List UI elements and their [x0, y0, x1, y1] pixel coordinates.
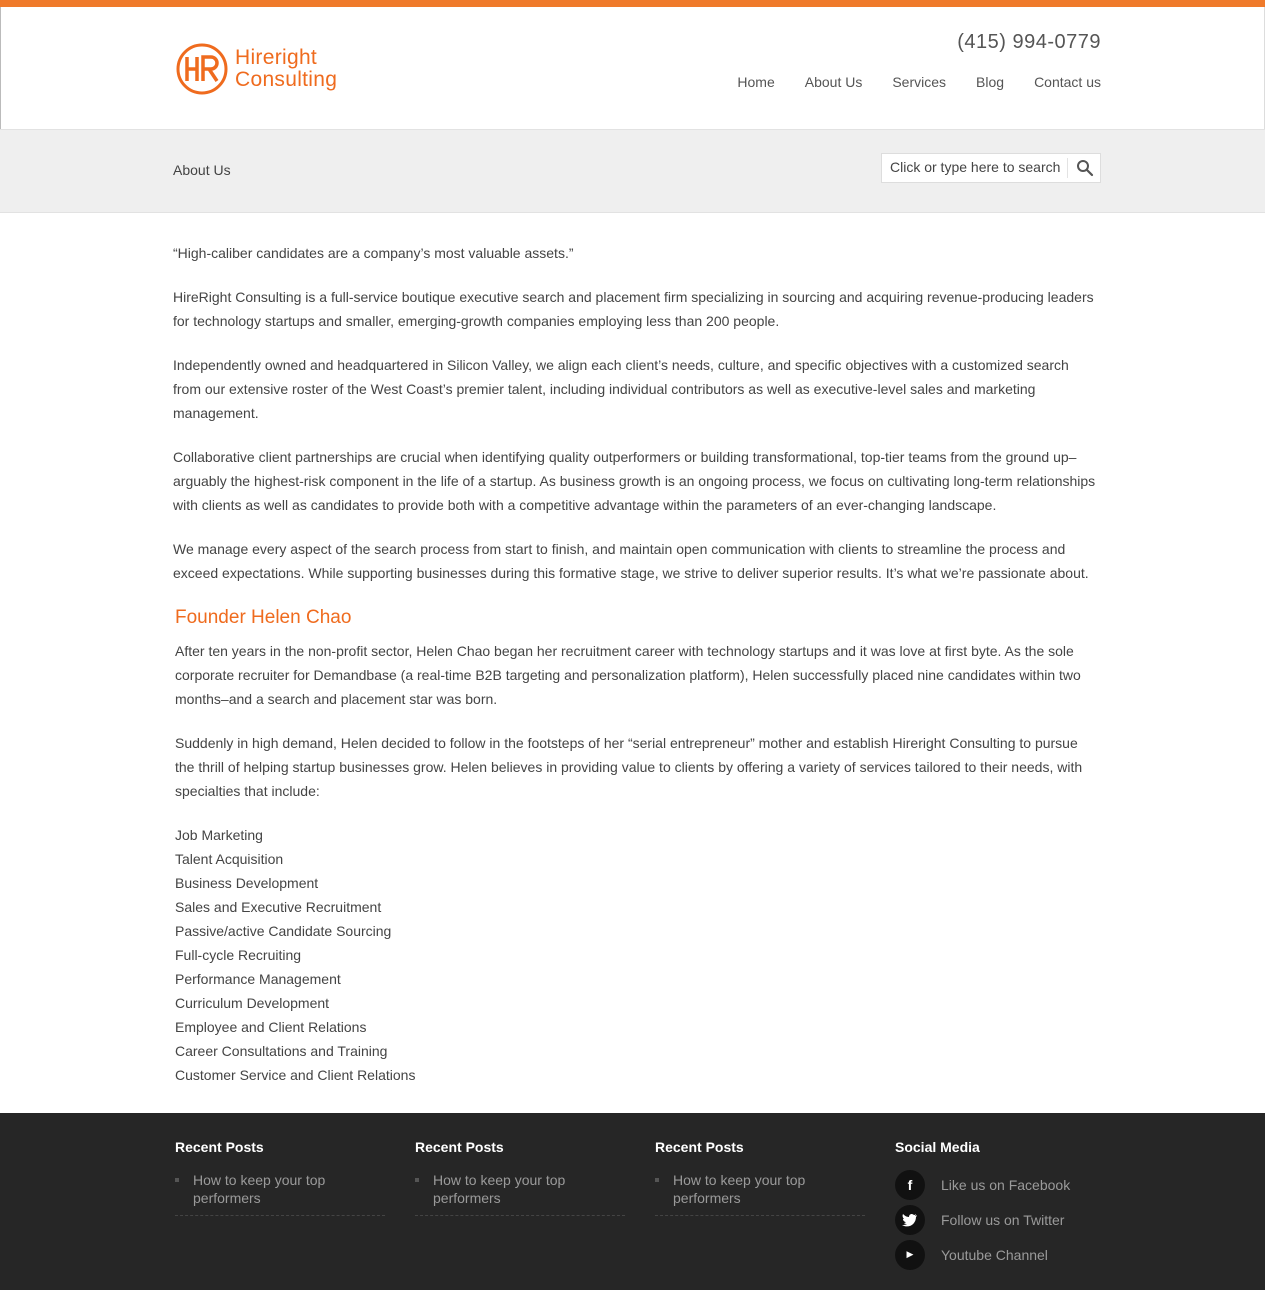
- nav-services[interactable]: Services: [892, 74, 947, 90]
- search-box: [881, 153, 1101, 183]
- list-item: Curriculum Development: [175, 995, 330, 1011]
- bullet-icon: [415, 1178, 419, 1182]
- top-accent-bar: [0, 0, 1265, 7]
- founder-heading: Founder Helen Chao: [175, 607, 352, 628]
- logo-text-line2: Consulting: [235, 68, 338, 91]
- footer-recent-posts-2: [415, 1139, 625, 1216]
- list-item: Full-cycle Recruiting: [175, 947, 302, 963]
- footer-column-title: Recent Posts: [655, 1139, 744, 1155]
- nav-contact-us[interactable]: Contact us: [1034, 74, 1101, 90]
- list-item: Customer Service and Client Relations: [175, 1067, 416, 1083]
- intro-paragraph-3: Collaborative client partnerships are crucial when identifying quality outperformers or building transformational, top-tier teams from the ground up–arguably the highest-risk component in the life of a startup. As business growth is an ongoing process, we focus on cultivating long-term relationships with clients as well as candidates to provide both with a competitive advantage within the parameters of an ever-changing landscape.: [173, 449, 1096, 513]
- recent-post-title: How to keep your top performers: [673, 1172, 806, 1206]
- founder-paragraph-2: Suddenly in high demand, Helen decided to follow in the footsteps of her “serial entrepreneur” mother and establish Hireright Consulting to pursue the thrill of helping startup businesses grow. Helen believes in providing value to clients by offering a variety of services tailored to their needs, with specialties that include:: [175, 735, 1083, 799]
- search-icon[interactable]: [1076, 159, 1094, 177]
- quote: “High-caliber candidates are a company’s most valuable assets.”: [173, 245, 574, 261]
- youtube-link-label: Youtube Channel: [941, 1246, 1048, 1263]
- nav-blog[interactable]: Blog: [976, 74, 1005, 90]
- footer-column-title: Social Media: [895, 1139, 980, 1155]
- recent-post-title: How to keep your top performers: [193, 1172, 326, 1206]
- site-header: [0, 7, 1265, 129]
- main-content: [173, 241, 1098, 1087]
- site-logo[interactable]: [176, 43, 351, 103]
- footer-column-title: Recent Posts: [175, 1139, 264, 1155]
- list-item: Career Consultations and Training: [175, 1043, 388, 1059]
- list-item: Performance Management: [175, 971, 341, 987]
- recent-post-link[interactable]: [655, 1171, 865, 1216]
- footer-social-media: [895, 1139, 1125, 1272]
- breadcrumb-bar: [0, 129, 1265, 213]
- footer-recent-posts-3: [655, 1139, 865, 1216]
- site-footer: [0, 1113, 1265, 1290]
- intro-paragraph-1: HireRight Consulting is a full-service boutique executive search and placement firm specializing in sourcing and acquiring revenue-producing leaders for technology startups and smaller, emerging-growth companies employing less than 200 people.: [173, 289, 1094, 329]
- logo-text: [235, 47, 337, 91]
- search-divider: [1067, 158, 1068, 178]
- facebook-link[interactable]: [895, 1167, 1125, 1202]
- phone-number: (415) 994-0779: [957, 31, 1101, 53]
- list-item: Passive/active Candidate Sourcing: [175, 923, 392, 939]
- intro-paragraph-2: Independently owned and headquartered in Silicon Valley, we align each client’s needs, culture, and specific objectives with a customized search from our extensive roster of the West Coast’s premier talent, including individual contributors as well as executive-level sales and marketing management.: [173, 357, 1069, 421]
- facebook-link-label: Like us on Facebook: [941, 1176, 1071, 1193]
- intro-paragraph-4: We manage every aspect of the search process from start to finish, and maintain open communication with clients to streamline the process and exceed expectations. While supporting businesses during this formative stage, we strive to deliver superior results. It’s what we’re passionate about.: [173, 541, 1089, 581]
- recent-post-link[interactable]: [175, 1171, 385, 1216]
- search-input[interactable]: [890, 159, 1060, 175]
- footer-recent-posts-1: [175, 1139, 385, 1216]
- logo-text-line1: Hireright: [235, 46, 318, 69]
- list-item: Business Development: [175, 875, 319, 891]
- list-item: Sales and Executive Recruitment: [175, 899, 382, 915]
- hr-logo-icon: [176, 43, 228, 95]
- nav-home[interactable]: Home: [737, 74, 775, 90]
- recent-post-link[interactable]: [415, 1171, 625, 1216]
- twitter-link-label: Follow us on Twitter: [941, 1211, 1065, 1228]
- breadcrumb: About Us: [173, 162, 231, 178]
- facebook-icon: f: [895, 1170, 925, 1200]
- youtube-icon: ▶: [895, 1240, 925, 1270]
- list-item: Job Marketing: [175, 827, 263, 843]
- list-item: Employee and Client Relations: [175, 1019, 367, 1035]
- nav-about-us[interactable]: About Us: [804, 74, 863, 90]
- main-nav: [737, 74, 1101, 90]
- founder-paragraph-1: After ten years in the non-profit sector, Helen Chao began her recruitment career with technology startups and it was love at first byte. As the sole corporate recruiter for Demandbase (a real-time B2B targeting and personalization platform), Helen successfully placed nine candidates within two months–and a search and placement star was born.: [175, 643, 1081, 707]
- footer-column-title: Recent Posts: [415, 1139, 504, 1155]
- twitter-icon: [895, 1205, 925, 1235]
- specialties-list: [173, 823, 1098, 1087]
- youtube-link[interactable]: [895, 1237, 1125, 1272]
- recent-post-title: How to keep your top performers: [433, 1172, 566, 1206]
- bullet-icon: [655, 1178, 659, 1182]
- list-item: Talent Acquisition: [175, 851, 284, 867]
- bullet-icon: [175, 1178, 179, 1182]
- twitter-link[interactable]: [895, 1202, 1125, 1237]
